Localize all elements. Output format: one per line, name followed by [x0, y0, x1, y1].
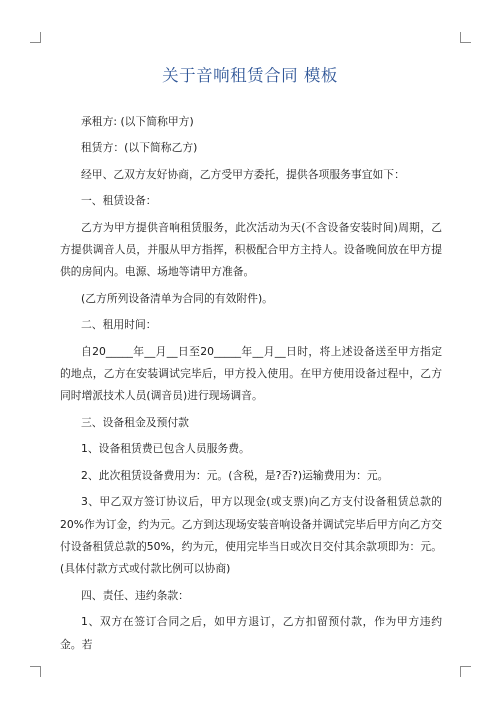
rent-item-1: 1、设备租赁费已包含人员服务费。	[81, 442, 250, 456]
crop-mark-top-right	[460, 32, 471, 43]
section-heading-rent-deposit: 三、设备租金及预付款	[81, 415, 189, 429]
lessor-line: 租赁方：(以下简称乙方)	[81, 141, 198, 155]
document-title: 关于音响租赁合同 模板	[162, 66, 338, 85]
document-body	[60, 111, 442, 660]
section-heading-liability: 四、责任、违约条款：	[81, 588, 189, 602]
section-heading-equipment: 一、租赁设备：	[81, 194, 157, 208]
crop-mark-bottom-left	[30, 666, 41, 677]
rental-time-paragraph: 自20_____年__月__日至20_____年__月__日时，将上述设备送至甲方指定的地点，乙方在安装调试完毕后，甲方投入使用。在甲方使用设备过程中，乙方同时增派技术人员(调音员)进行现场调音。	[60, 344, 442, 403]
section-heading-rental-time: 二、租用时间：	[81, 318, 157, 332]
equipment-paragraph: 乙方为甲方提供音响租赁服务，此次活动为天(不含设备安装时间)周期，乙方提供调音人员，并服从甲方指挥，积极配合甲方主持人。设备晚间放在甲方提供的房间内。电源、场地等请甲方准备。	[60, 220, 442, 279]
equipment-list-note: (乙方所列设备清单为合同的有效附件)。	[81, 291, 273, 305]
rent-item-3: 3、甲乙双方签订协议后，甲方以现金(或支票)向乙方支付设备租赁总款的20%作为订金，约为元。乙方到达现场安装音响设备并调试完毕后甲方向乙方交付设备租赁总款的50%，约为元，使用完毕当日或次日交付其余款项即为：元。(具体付款方式或付款比例可以协商)	[60, 495, 442, 576]
lessee-line: 承租方: (以下简称甲方)	[81, 115, 194, 128]
rent-item-2: 2、此次租赁设备费用为：元。(含税，是?否?)运输费用为：元。	[81, 468, 389, 482]
liability-item-1: 1、双方在签订合同之后，如甲方退订，乙方扣留预付款，作为甲方违约金。若	[60, 615, 442, 651]
crop-mark-top-left	[30, 32, 41, 43]
crop-mark-bottom-right	[460, 666, 471, 677]
intro-paragraph: 经甲、乙双方友好协商，乙方受甲方委托，提供各项服务事宜如下：	[81, 167, 405, 181]
